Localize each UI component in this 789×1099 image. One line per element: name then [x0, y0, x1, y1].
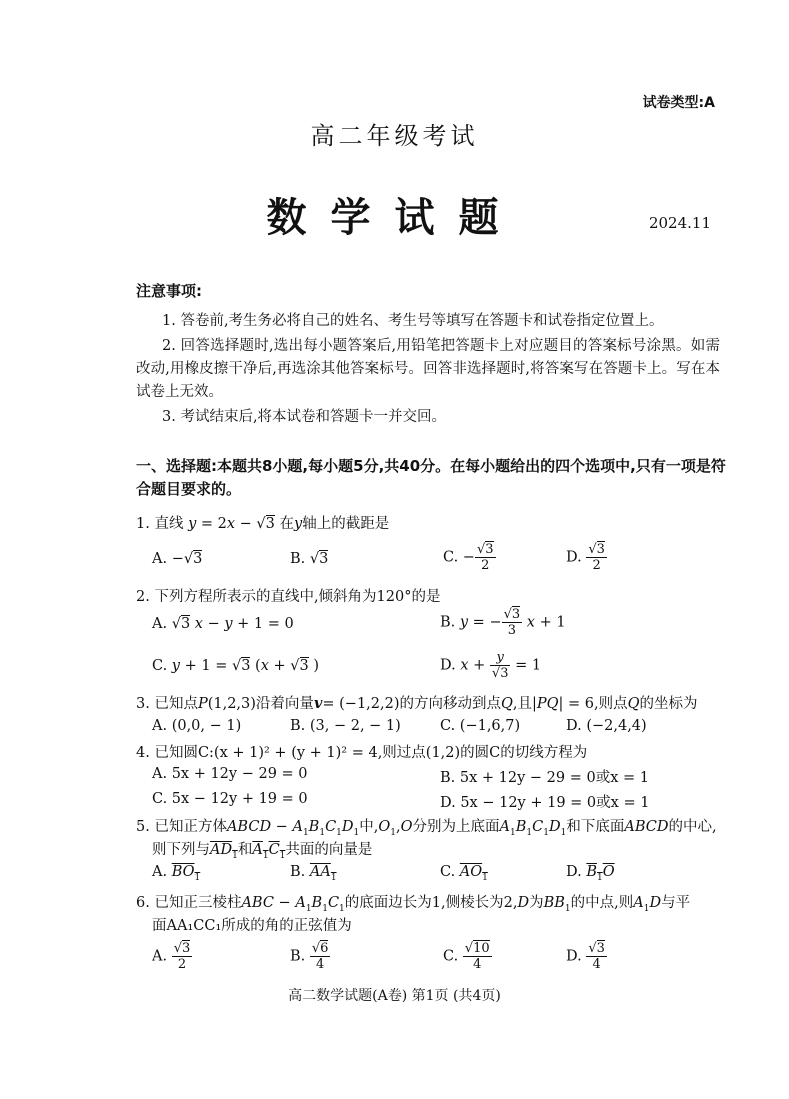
question-1-option-d[interactable]: D. $\frac{√3}{2}$ — [566, 542, 605, 573]
question-6-stem-line2: 面AA₁CC₁所成的角的正弦值为 — [152, 918, 352, 934]
section-heading — [136, 455, 726, 501]
question-6-option-d[interactable]: D. $\frac{√3}{4}$ — [566, 941, 605, 972]
question-5-option-c[interactable]: C. $AO_1$ — [440, 864, 488, 883]
question-4-option-b[interactable]: B. 5x + 12y − 29 = 0或x = 1 — [440, 770, 649, 786]
question-4-option-d[interactable]: D. 5x − 12y + 19 = 0或x = 1 — [440, 795, 650, 811]
question-5-option-a[interactable]: A. $BO_1$ — [152, 864, 201, 883]
q5-text-b: 和 — [237, 842, 253, 858]
q1-text-c: 轴上的截距是 — [302, 516, 390, 532]
q3-text-b: (1,2,3)沿着向量 — [207, 696, 314, 712]
notice-item-1: 1. 答卷前,考生务必将自己的姓名、考生号等填写在答题卡和试卷指定位置上。 — [162, 313, 664, 329]
paper-type-label: 试卷类型:A — [642, 95, 715, 111]
question-2-option-c[interactable]: C. y + 1 = √3 (x + √3 ) — [152, 658, 320, 674]
question-1-option-c[interactable]: C. − $\frac{√3}{2}$ — [443, 542, 494, 573]
question-3-option-d[interactable]: D. (−2,4,4) — [566, 718, 647, 734]
question-5-option-d[interactable]: D. $B_1O$ — [566, 864, 615, 883]
question-2-stem: 2. 下列方程所表示的直线中,倾斜角为120°的是 — [136, 589, 441, 605]
q3-text-a: 3. 已知点 — [136, 696, 198, 712]
q3-text-f: 的坐标为 — [639, 696, 698, 712]
question-6-option-a[interactable]: A. $\frac{√3}{2}$ — [152, 941, 191, 972]
question-1-stem: 1. 直线 y = 2x − √3 在y轴上的截距是 — [136, 516, 390, 532]
subject-title: 数学试题 — [266, 194, 523, 241]
page-footer: 高二数学试题(A卷) 第1页 (共4页) — [288, 988, 501, 1004]
question-2-option-b[interactable]: B. y = − $\frac{√3}{3}$ x + 1 — [440, 607, 566, 638]
question-6-option-c[interactable]: C. $\frac{√10}{4}$ — [443, 941, 490, 972]
q1-text-a: 1. 直线 — [136, 516, 184, 532]
section-heading-text: 一、选择题:本题共8小题,每小题5分,共40分。在每小题给出的四个选项中,只有一项是符合题目要求的。 — [136, 457, 726, 498]
question-2-option-d[interactable]: D. x + $\frac{y}{√3}$ = 1 — [440, 650, 542, 681]
question-4-option-a[interactable]: A. 5x + 12y − 29 = 0 — [152, 766, 308, 782]
question-2-option-a[interactable]: A. √3 x − y + 1 = 0 — [152, 616, 294, 632]
q5-text-a: 则下列与 — [152, 842, 210, 858]
question-6-stem: 6. 已知正三棱柱ABC − $A_1B_1C_1$的底面边长为1,侧棱长为2,D为$BB_1$的中点,则$A_1D$与平 — [136, 895, 691, 914]
exam-title: 高二年级考试 — [310, 122, 479, 150]
q3-text-c: = (−1,2,2)的方向移动到点 — [322, 696, 501, 712]
question-4-option-c[interactable]: C. 5x − 12y + 19 = 0 — [152, 791, 308, 807]
exam-date: 2024.11 — [648, 214, 711, 232]
notice-item-3: 3. 考试结束后,将本试卷和答题卡一并交回。 — [162, 409, 447, 425]
q1-text-b: 在 — [279, 516, 294, 532]
question-4-stem: 4. 已知圆C:(x + 1)² + (y + 1)² = 4,则过点(1,2)的圆C的切线方程为 — [136, 745, 588, 761]
question-5-stem: 5. 已知正方体ABCD − $A_1B_1C_1D_1$中$,O_1,O$分别为上底面$A_1B_1C_1D_1$和下底面ABCD的中心, — [136, 819, 717, 838]
question-5-stem-line2: 则下列与$AD_1$和$A_1C_1$共面的向量是 — [152, 842, 373, 861]
question-1-option-b[interactable]: B. √3 — [290, 551, 329, 567]
q3-text-e: | = 6,则点 — [558, 696, 628, 712]
question-3-option-c[interactable]: C. (−1,6,7) — [440, 718, 521, 734]
q5-text-c: 共面的向量是 — [285, 842, 373, 858]
notice-heading: 注意事项: — [136, 282, 202, 300]
notice-item-2: 2. 回答选择题时,选出每小题答案后,用铅笔把答题卡上对应题目的答案标号涂黑。如需改动,用橡皮擦干净后,再选涂其他答案标号。回答非选择题时,将答案写在答题卡上。写在本试卷上无效。 — [136, 338, 720, 400]
question-1-option-a[interactable]: A. −√3 — [152, 551, 203, 567]
question-6-option-b[interactable]: B. $\frac{√6}{4}$ — [290, 941, 329, 972]
question-3-stem: 3. 已知点P(1,2,3)沿着向量v= (−1,2,2)的方向移动到点Q,且|PQ| = 6,则点Q的坐标为 — [136, 695, 698, 712]
question-3-option-a[interactable]: A. (0,0, − 1) — [152, 718, 242, 734]
q3-text-d: ,且| — [512, 696, 537, 712]
question-3-option-b[interactable]: B. (3, − 2, − 1) — [290, 718, 401, 734]
question-5-option-b[interactable]: B. $AA_1$ — [290, 864, 337, 883]
